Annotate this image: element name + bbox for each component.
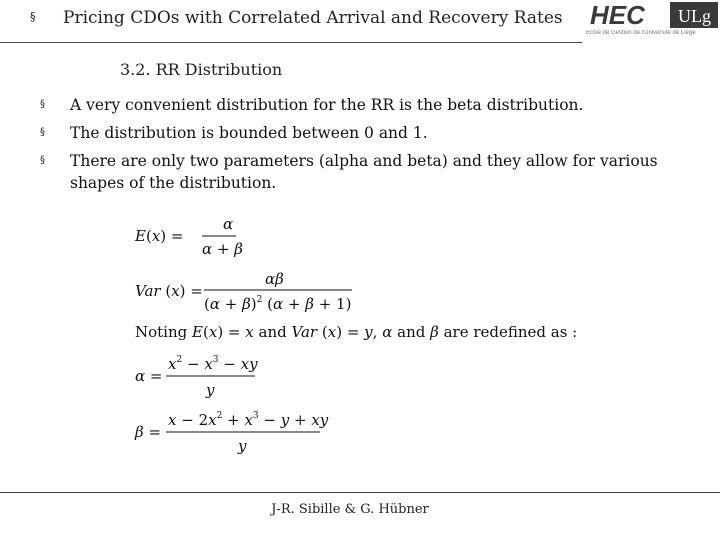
bullet-marker: § [40, 155, 45, 166]
bullet-text: A very convenient distribution for the RR is the beta distribution. [70, 96, 584, 114]
bullet-text: There are only two parameters (alpha and beta) and they allow for various shapes of the distribution. [70, 152, 658, 192]
header-bullet: § [30, 10, 36, 23]
noting-label: Noting [135, 323, 188, 341]
svg-text:α =: α = [135, 367, 163, 385]
equation-alpha [135, 355, 258, 399]
footer-authors: J-R. Sibille & G. Hübner [271, 502, 429, 517]
logo-subtitle: École de Gestion de l'Université de Liège [586, 30, 696, 36]
svg-text:Noting E(x) = x and Var (x) =: Noting E(x) = x and Var (x) = y, α and β are redefined as : [135, 323, 578, 341]
bullet-item [40, 150, 700, 194]
svg-text:x − 2x2 + x3 − y + xy: $x - 2x^2 + x^3 - y$ + xy [168, 411, 329, 429]
svg-text:(α + β)2 (α + β + 1): $(\alpha + \beta)^2$ (α + β + 1) [204, 295, 352, 313]
svg-text:β =: β = [135, 423, 162, 441]
svg-text:y: y [206, 381, 215, 399]
equation-mean [134, 215, 243, 258]
bullet-item [40, 94, 700, 116]
svg-text:y: y [238, 437, 247, 455]
bullet-item [40, 122, 700, 144]
are-redefined-label: are redefined as : [443, 323, 578, 341]
bullet-marker: § [40, 127, 45, 138]
beta-distribution-equations [130, 210, 590, 470]
bullet-text: The distribution is bounded between 0 and 1. [70, 124, 428, 142]
bullet-marker: § [40, 99, 45, 110]
and-label-1: and [258, 323, 287, 341]
svg-text:α + β: α + β [202, 240, 243, 258]
slide-header-title: Pricing CDOs with Correlated Arrival and Recovery Rates [63, 8, 563, 28]
header-divider [0, 42, 582, 43]
bullet-list [40, 94, 700, 200]
svg-text:Var (x) =: Var (x) = [135, 282, 203, 300]
footer-divider [0, 492, 720, 493]
equation-beta [134, 411, 329, 455]
svg-text:αβ: αβ [265, 270, 284, 288]
section-title: 3.2. RR Distribution [120, 60, 283, 79]
logo-badge-text: ULg [678, 6, 711, 26]
svg-text:x2 − x3 − xy: $x^2 - x^3$ − xy [168, 355, 258, 373]
svg-text:E(x) =: E(x) = [135, 227, 184, 245]
equation-noting [135, 323, 577, 341]
equation-variance [135, 270, 352, 313]
and-label-2: and [397, 323, 426, 341]
svg-text:α: α [223, 215, 234, 233]
logo-hec-text: HEC [590, 0, 645, 30]
